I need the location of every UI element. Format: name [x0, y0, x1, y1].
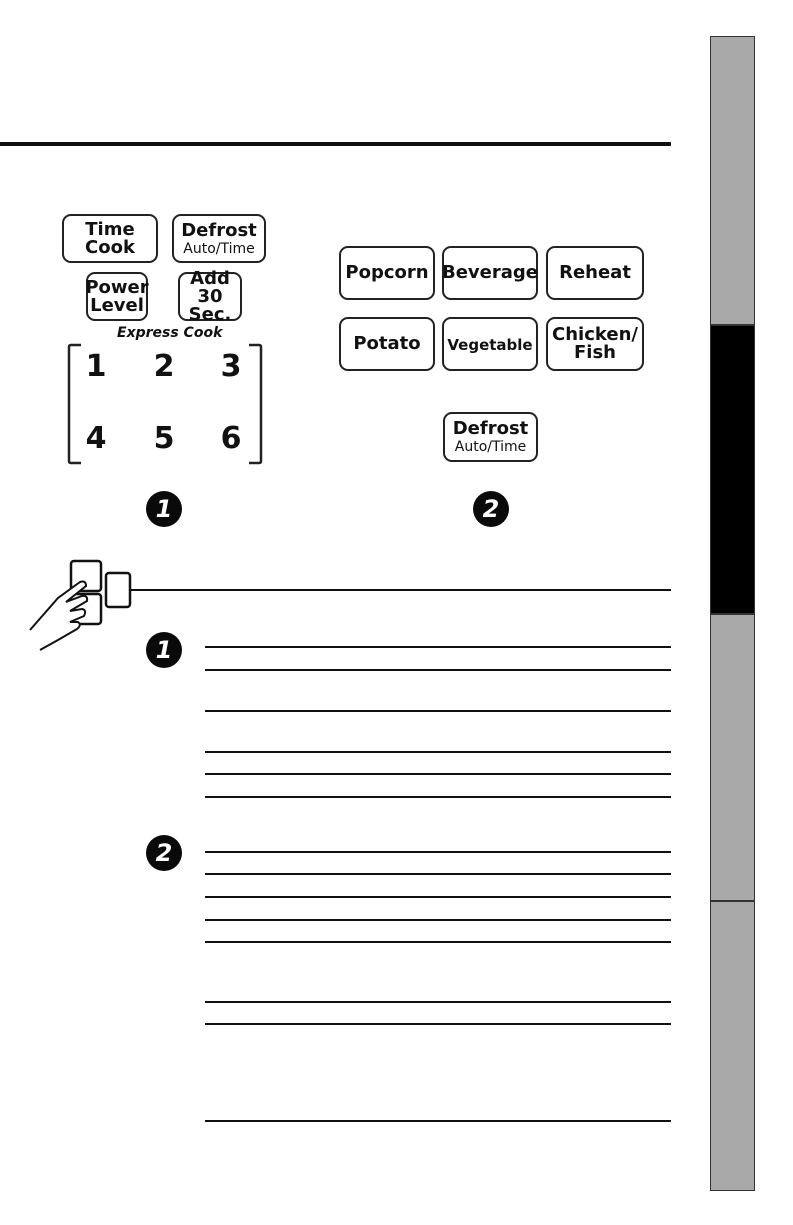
badge-2-panel: 2 — [473, 491, 509, 527]
vegetable-label: Vegetable — [447, 335, 533, 354]
section-tab-4[interactable] — [710, 901, 755, 1191]
section-2-line-3 — [205, 896, 671, 898]
time-cook-line2: Cook — [85, 236, 135, 258]
potato-label: Potato — [353, 333, 421, 354]
badge-1-section: 1 — [146, 632, 182, 668]
popcorn-button[interactable] — [339, 246, 435, 300]
section-2-line-1 — [205, 851, 671, 853]
section-1-line-3 — [205, 710, 671, 712]
vegetable-button[interactable] — [442, 317, 538, 371]
section-1-line-1 — [205, 646, 671, 648]
digit-5-button[interactable]: 5 — [153, 421, 175, 456]
section-rule — [130, 589, 671, 591]
section-tab-3[interactable] — [710, 614, 755, 901]
power-level-line1: Power — [85, 276, 149, 298]
defrost-right-line2: Auto/Time — [454, 439, 527, 455]
chicken-fish-button[interactable] — [546, 317, 644, 371]
chicken-fish-line2: Fish — [574, 342, 616, 363]
time-cook-button[interactable] — [62, 214, 158, 263]
power-level-button[interactable] — [86, 272, 148, 321]
section-tab-1[interactable] — [710, 36, 755, 325]
section-1-line-2 — [205, 669, 671, 671]
section-2-line-4 — [205, 919, 671, 921]
beverage-label: Beverage — [442, 262, 538, 283]
power-level-line2: Level — [90, 294, 144, 316]
section-1-line-5 — [205, 773, 671, 775]
defrost-left-line1: Defrost — [181, 219, 257, 241]
add-30-sec-button[interactable] — [178, 267, 242, 325]
defrost-right-line1: Defrost — [452, 418, 529, 439]
section-2-line-2 — [205, 873, 671, 875]
header-rule — [0, 142, 671, 146]
digit-4-button[interactable]: 4 — [85, 421, 107, 456]
defrost-button-right[interactable] — [443, 412, 538, 462]
time-cook-line1: Time — [85, 218, 135, 240]
defrost-left-line2: Auto/Time — [183, 240, 255, 257]
section-2-line-6 — [205, 1001, 671, 1003]
beverage-button[interactable] — [442, 246, 538, 300]
add-30-line2: 30 Sec. — [188, 285, 232, 325]
defrost-button-left[interactable] — [172, 214, 266, 263]
reheat-label: Reheat — [559, 262, 631, 283]
add-30-line1: Add — [190, 267, 230, 289]
digit-2-button[interactable]: 2 — [153, 349, 175, 384]
section-2-line-8 — [205, 1120, 671, 1122]
digit-3-button[interactable]: 3 — [220, 349, 242, 384]
hand-pressing-button-icon — [20, 556, 140, 656]
section-1-line-6 — [205, 796, 671, 798]
popcorn-label: Popcorn — [345, 262, 429, 283]
section-2-line-5 — [205, 941, 671, 943]
section-2-line-7 — [205, 1023, 671, 1025]
express-cook-number-pad — [67, 343, 263, 465]
section-1-line-4 — [205, 751, 671, 753]
chicken-fish-line1: Chicken/ — [552, 324, 638, 345]
digit-1-button[interactable]: 1 — [85, 349, 107, 384]
potato-button[interactable] — [339, 317, 435, 371]
digit-6-button[interactable]: 6 — [220, 421, 242, 456]
reheat-button[interactable] — [546, 246, 644, 300]
badge-2-section: 2 — [146, 835, 182, 871]
section-tab-2-active[interactable] — [710, 325, 755, 614]
badge-1-panel: 1 — [146, 491, 182, 527]
express-cook-label: Express Cook — [117, 325, 223, 341]
